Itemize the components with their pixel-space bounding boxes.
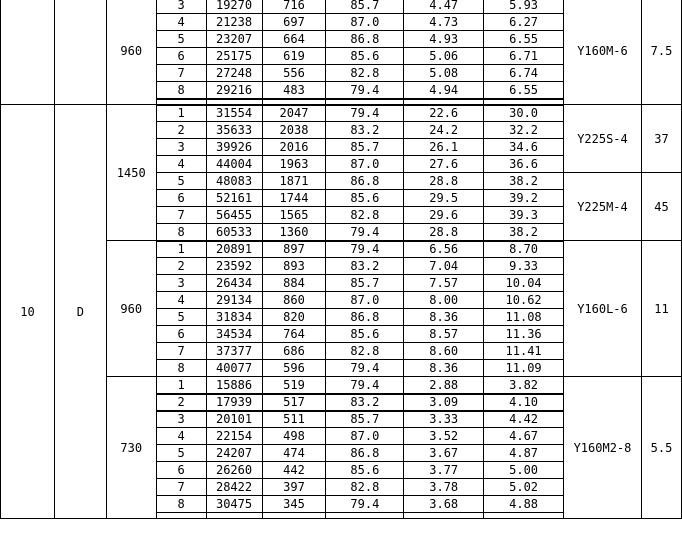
table-cell: 79.4 — [326, 82, 404, 99]
table-cell: 27248 — [206, 65, 262, 82]
table-cell: 24.2 — [404, 122, 484, 139]
table-cell: 11.36 — [484, 326, 564, 343]
table-cell: 86.8 — [326, 31, 404, 48]
table-row — [1, 105, 682, 122]
table-cell: 483 — [262, 82, 326, 99]
table-cell: Y225S-4 — [564, 105, 642, 173]
table-cell: 3.52 — [404, 428, 484, 445]
table-cell: 20101 — [206, 411, 262, 428]
table-cell: 87.0 — [326, 428, 404, 445]
table-cell: 893 — [262, 258, 326, 275]
table-cell: 4.87 — [484, 445, 564, 462]
table-cell: 11 — [641, 241, 681, 377]
table-cell — [206, 513, 262, 519]
table-cell: 35633 — [206, 122, 262, 139]
table-cell: 45 — [641, 173, 681, 241]
table-cell: Y160M2-8 — [564, 377, 642, 519]
table-cell: 79.4 — [326, 496, 404, 513]
table-cell: 6.56 — [404, 241, 484, 258]
table-cell: 79.4 — [326, 377, 404, 394]
table-cell: 29.6 — [404, 207, 484, 224]
table-cell: 4.42 — [484, 411, 564, 428]
table-cell: 79.4 — [326, 241, 404, 258]
table-cell: 7 — [156, 207, 206, 224]
table-cell: 82.8 — [326, 65, 404, 82]
table-cell: 3.77 — [404, 462, 484, 479]
table-cell: 3.09 — [404, 394, 484, 411]
table-cell: 60533 — [206, 224, 262, 241]
table-cell: 83.2 — [326, 122, 404, 139]
table-cell: 511 — [262, 411, 326, 428]
table-cell: 29216 — [206, 82, 262, 99]
table-cell: 686 — [262, 343, 326, 360]
table-cell: 28422 — [206, 479, 262, 496]
table-cell: 5 — [156, 445, 206, 462]
table-cell: 4 — [156, 14, 206, 31]
table-cell: 345 — [262, 496, 326, 513]
table-cell: Y160L-6 — [564, 241, 642, 377]
table-cell — [156, 513, 206, 519]
table-cell: 79.4 — [326, 105, 404, 122]
table-cell: 4.47 — [404, 0, 484, 14]
table-cell: 5.08 — [404, 65, 484, 82]
table-cell: 764 — [262, 326, 326, 343]
table-cell: 87.0 — [326, 292, 404, 309]
table-cell: 7.5 — [641, 0, 681, 105]
table-cell: 2038 — [262, 122, 326, 139]
table-cell: 442 — [262, 462, 326, 479]
table-cell: 5.02 — [484, 479, 564, 496]
table-cell: 6 — [156, 326, 206, 343]
table-cell: 4 — [156, 156, 206, 173]
table-cell: D — [54, 105, 106, 519]
table-cell: 85.6 — [326, 326, 404, 343]
table-cell: 82.8 — [326, 343, 404, 360]
table-cell: 85.6 — [326, 48, 404, 65]
table-cell: 2047 — [262, 105, 326, 122]
table-cell: 596 — [262, 360, 326, 377]
table-cell: 22154 — [206, 428, 262, 445]
table-cell: 9.33 — [484, 258, 564, 275]
table-cell: 3.78 — [404, 479, 484, 496]
table-cell: 3.33 — [404, 411, 484, 428]
table-cell: 3 — [156, 275, 206, 292]
table-cell: 7 — [156, 65, 206, 82]
table-cell — [262, 513, 326, 519]
table-cell: 8 — [156, 360, 206, 377]
table-cell: 6.55 — [484, 31, 564, 48]
table-cell: 2 — [156, 394, 206, 411]
table-cell — [54, 0, 106, 105]
table-cell: 10.62 — [484, 292, 564, 309]
table-cell: 29134 — [206, 292, 262, 309]
table-cell: 22.6 — [404, 105, 484, 122]
table-cell: 85.7 — [326, 0, 404, 14]
table-cell: 52161 — [206, 190, 262, 207]
table-cell: 85.7 — [326, 411, 404, 428]
table-cell: 517 — [262, 394, 326, 411]
table-cell: 8.36 — [404, 309, 484, 326]
table-cell: 6.74 — [484, 65, 564, 82]
table-cell: 3 — [156, 139, 206, 156]
table-cell: 39926 — [206, 139, 262, 156]
table-cell: 86.8 — [326, 309, 404, 326]
table-cell: 8.70 — [484, 241, 564, 258]
table-cell: 85.7 — [326, 275, 404, 292]
table-cell: 83.2 — [326, 394, 404, 411]
table-cell: 1 — [156, 241, 206, 258]
table-cell: 5.5 — [641, 377, 681, 519]
table-cell: 4.10 — [484, 394, 564, 411]
table-cell: 86.8 — [326, 173, 404, 190]
table-cell: 31834 — [206, 309, 262, 326]
table-cell: 960 — [106, 241, 156, 377]
table-cell: 28.8 — [404, 224, 484, 241]
table-cell: 7.04 — [404, 258, 484, 275]
table-cell: 86.8 — [326, 445, 404, 462]
table-cell: 44004 — [206, 156, 262, 173]
table-cell: 8.00 — [404, 292, 484, 309]
table-cell: 23592 — [206, 258, 262, 275]
table-cell: 474 — [262, 445, 326, 462]
table-cell — [484, 513, 564, 519]
table-cell: 37377 — [206, 343, 262, 360]
table-cell: 4.94 — [404, 82, 484, 99]
table-cell: 619 — [262, 48, 326, 65]
table-cell: 8.36 — [404, 360, 484, 377]
table-cell: 884 — [262, 275, 326, 292]
table-cell: 85.7 — [326, 139, 404, 156]
table-cell: 960 — [106, 0, 156, 105]
table-cell: 82.8 — [326, 207, 404, 224]
table-cell: 17939 — [206, 394, 262, 411]
table-cell: 8 — [156, 224, 206, 241]
table-cell: Y160M-6 — [564, 0, 642, 105]
table-cell: 556 — [262, 65, 326, 82]
table-cell — [326, 513, 404, 519]
table-cell: 39.2 — [484, 190, 564, 207]
table-cell: 39.3 — [484, 207, 564, 224]
table-cell: 10 — [1, 105, 55, 519]
table-cell: 26.1 — [404, 139, 484, 156]
table-cell: 5 — [156, 309, 206, 326]
table-cell: 48083 — [206, 173, 262, 190]
table-cell: 5.06 — [404, 48, 484, 65]
table-cell: 6.27 — [484, 14, 564, 31]
table-cell: 2 — [156, 122, 206, 139]
table-cell: 7 — [156, 343, 206, 360]
table-cell: 664 — [262, 31, 326, 48]
table-cell: 38.2 — [484, 224, 564, 241]
table-cell: 1871 — [262, 173, 326, 190]
table-cell: 15886 — [206, 377, 262, 394]
table-cell: 37 — [641, 105, 681, 173]
table-cell: 5 — [156, 31, 206, 48]
table-cell: 1 — [156, 105, 206, 122]
table-cell: 11.41 — [484, 343, 564, 360]
table-cell: 20891 — [206, 241, 262, 258]
table-cell: 397 — [262, 479, 326, 496]
table-cell: 7.57 — [404, 275, 484, 292]
table-cell: 11.08 — [484, 309, 564, 326]
table-cell: 8 — [156, 496, 206, 513]
table-cell: 3 — [156, 0, 206, 14]
table-cell: 5 — [156, 173, 206, 190]
table-cell: 3.82 — [484, 377, 564, 394]
table-cell: 24207 — [206, 445, 262, 462]
table-cell: 3.68 — [404, 496, 484, 513]
table-cell: 83.2 — [326, 258, 404, 275]
table-cell: 6.55 — [484, 82, 564, 99]
table-cell: 4.73 — [404, 14, 484, 31]
table-row — [1, 0, 682, 14]
table-cell: 38.2 — [484, 173, 564, 190]
table-cell: 56455 — [206, 207, 262, 224]
table-cell: 730 — [106, 377, 156, 519]
table-body — [1, 0, 682, 519]
table-cell: 1 — [156, 377, 206, 394]
table-cell: 25175 — [206, 48, 262, 65]
table-cell: 697 — [262, 14, 326, 31]
table-cell: 19270 — [206, 0, 262, 14]
table-cell: 2.88 — [404, 377, 484, 394]
table-cell — [404, 513, 484, 519]
table-cell: 34.6 — [484, 139, 564, 156]
table-cell: 29.5 — [404, 190, 484, 207]
table-cell: 10.04 — [484, 275, 564, 292]
table-cell: 34534 — [206, 326, 262, 343]
table-cell: 32.2 — [484, 122, 564, 139]
table-cell: 4 — [156, 428, 206, 445]
table-cell: 28.8 — [404, 173, 484, 190]
table-cell: 3.67 — [404, 445, 484, 462]
table-cell: 6.71 — [484, 48, 564, 65]
table-cell: 85.6 — [326, 462, 404, 479]
table-cell: 3 — [156, 411, 206, 428]
table-cell: 30.0 — [484, 105, 564, 122]
table-cell — [1, 0, 55, 105]
table-cell: 8 — [156, 82, 206, 99]
table-cell: 6 — [156, 190, 206, 207]
table-cell: 4 — [156, 292, 206, 309]
table-cell: 6 — [156, 462, 206, 479]
table-cell: 7 — [156, 479, 206, 496]
table-cell: 2016 — [262, 139, 326, 156]
table-cell: 40077 — [206, 360, 262, 377]
table-cell: 498 — [262, 428, 326, 445]
table-cell: 4.67 — [484, 428, 564, 445]
table-cell: 1565 — [262, 207, 326, 224]
table-cell: 79.4 — [326, 224, 404, 241]
table-cell: 519 — [262, 377, 326, 394]
table-cell: 6 — [156, 48, 206, 65]
table-cell: 897 — [262, 241, 326, 258]
table-cell: 26434 — [206, 275, 262, 292]
table-cell: 36.6 — [484, 156, 564, 173]
table-cell: 26260 — [206, 462, 262, 479]
table-cell: 4.88 — [484, 496, 564, 513]
table-cell: 4.93 — [404, 31, 484, 48]
table-cell: 860 — [262, 292, 326, 309]
table-cell: Y225M-4 — [564, 173, 642, 241]
table-cell: 87.0 — [326, 14, 404, 31]
table-cell: 23207 — [206, 31, 262, 48]
table-cell: 85.6 — [326, 190, 404, 207]
table-cell: 79.4 — [326, 360, 404, 377]
table-cell: 1744 — [262, 190, 326, 207]
table-cell: 1360 — [262, 224, 326, 241]
table-cell: 5.00 — [484, 462, 564, 479]
table-cell: 11.09 — [484, 360, 564, 377]
table-cell: 30475 — [206, 496, 262, 513]
table-cell: 31554 — [206, 105, 262, 122]
table-cell: 1450 — [106, 105, 156, 241]
table-cell: 87.0 — [326, 156, 404, 173]
table-cell: 5.93 — [484, 0, 564, 14]
table-cell: 1963 — [262, 156, 326, 173]
table-cell: 82.8 — [326, 479, 404, 496]
table-cell: 8.60 — [404, 343, 484, 360]
table-cell: 716 — [262, 0, 326, 14]
table-cell: 21238 — [206, 14, 262, 31]
table-cell: 2 — [156, 258, 206, 275]
table-cell: 27.6 — [404, 156, 484, 173]
table-cell: 820 — [262, 309, 326, 326]
table-cell: 8.57 — [404, 326, 484, 343]
